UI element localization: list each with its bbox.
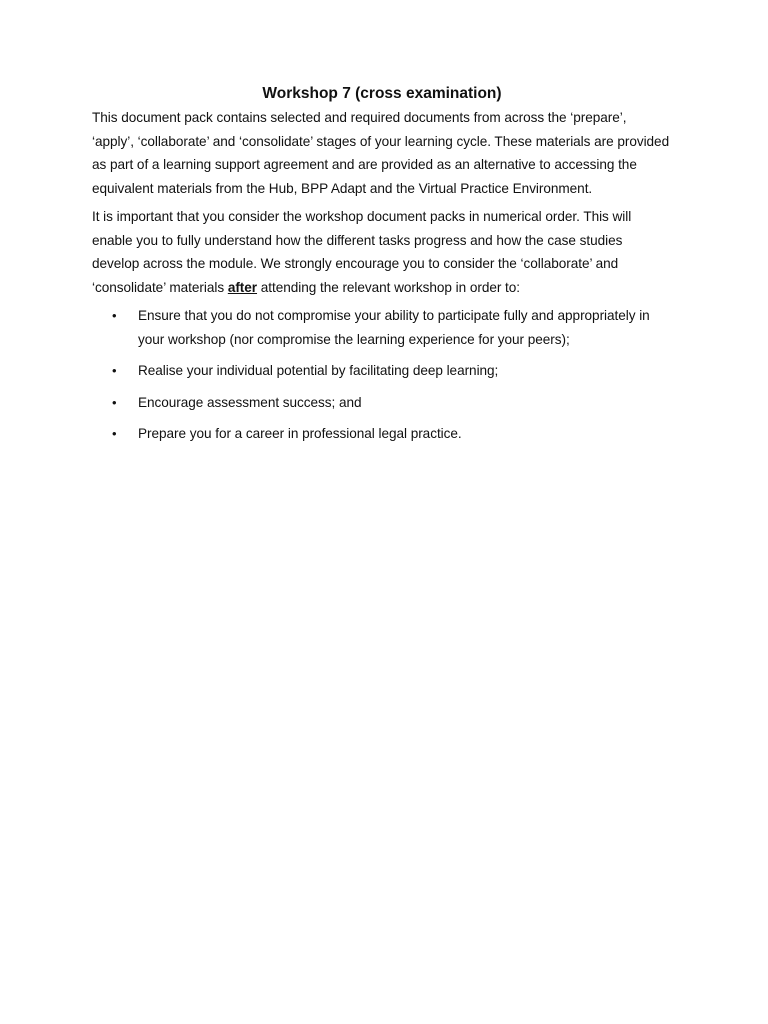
list-item [92, 304, 672, 351]
list-item-text: Prepare you for a career in professional legal practice. [138, 426, 462, 441]
document-page [92, 84, 672, 454]
document-title: Workshop 7 (cross examination) [262, 85, 502, 102]
list-item-text: Realise your individual potential by facilitating deep learning; [138, 363, 499, 378]
list-item [92, 359, 672, 383]
bullet-icon: • [112, 394, 117, 410]
bullet-icon: • [112, 426, 117, 441]
list-item [92, 391, 672, 415]
list-item-text: Ensure that you do not compromise your ability to participate fully and appropriately in your workshop (nor compromise the learning experience for your peers); [138, 308, 650, 347]
order-paragraph [92, 205, 672, 299]
list-item [92, 422, 672, 446]
list-item-text: Encourage assessment success; and [138, 394, 362, 410]
objectives-list [92, 304, 672, 446]
order-paragraph-text-end: attending the relevant workshop in order to: [257, 279, 521, 295]
bullet-icon: • [112, 363, 117, 378]
order-paragraph-text: It is important that you consider the workshop document packs in numerical order. This will enable you to fully understand how the different tasks progress and how the case studies develop across the module. We strongly encourage you to consider the ‘collaborate’ and ‘consolidate’ materials [92, 209, 632, 295]
after-emphasis: after [227, 279, 258, 295]
bullet-icon: • [112, 308, 117, 323]
intro-paragraph: This document pack contains selected and required documents from across the ‘prepare’, ‘apply’, ‘collaborate’ and ‘consolidate’ stages of your learning cycle. These materials are provided as part of a learning support agreement and are provided as an alternative to accessing the equivalent materials from the Hub, BPP Adapt and the Virtual Practice Environment. [92, 110, 670, 196]
